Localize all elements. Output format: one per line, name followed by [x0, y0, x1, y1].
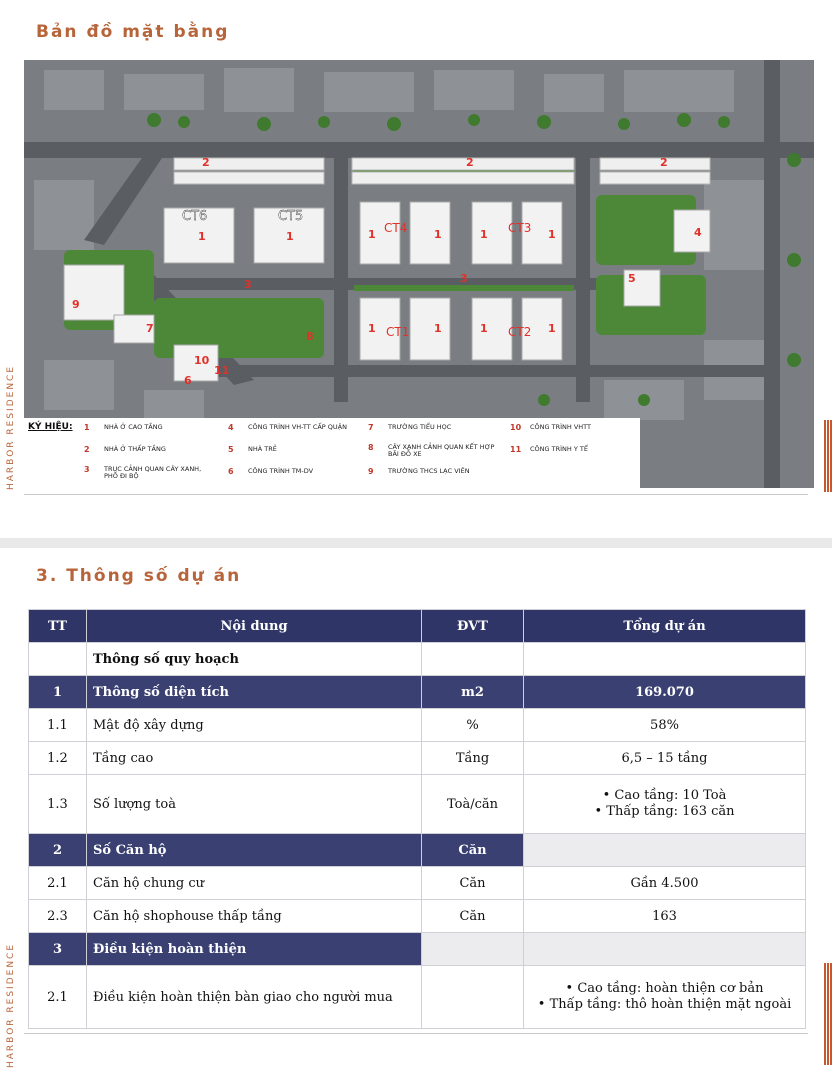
table-row: 1.3 Số lượng toà Toà/căn • Cao tầng: 10 Toà • Thấp tầng: 163 căn — [29, 775, 806, 834]
corner-accent — [824, 963, 832, 1065]
svg-text:3: 3 — [460, 272, 468, 285]
header-content: Nội dung — [87, 610, 422, 643]
building-label-ct6: CT6 — [182, 209, 208, 224]
bullet-list: • Cao tầng: hoàn thiện cơ bản • Thấp tầng: thô hoàn thiện mặt ngoài — [530, 981, 799, 1013]
table-row: 2.1 Căn hộ chung cư Căn Gần 4.500 — [29, 867, 806, 900]
svg-text:7: 7 — [146, 322, 154, 335]
page-divider — [24, 494, 808, 495]
svg-text:1: 1 — [368, 322, 376, 335]
building-label-ct5: CT5 — [278, 209, 304, 224]
svg-text:1: 1 — [198, 230, 206, 243]
map-legend: KÝ HIỆU: 1 NHÀ Ở CAO TẦNG 2 NHÀ Ở THẤP TẦNG 3 TRỤC CẢNH QUAN CÂY XANH, PHỐ ĐI BỘ 4 CÔNG TRÌNH VH-TT CẤP QUẬN 5 NHÀ TRẺ 6 CÔNG TRÌNH TM-DV 7 TRƯỜNG TIỂU HỌC 8 CÂY XANH CẢNH QUAN KẾT HỢP BÃI ĐỖ XE 9 TRƯỜNG THCS LẠC VIÊN 10 CÔNG TRÌNH VHTT 11 CÔNG TRÌNH Y TẾ — [24, 418, 640, 488]
table-row: Thông số quy hoạch — [29, 643, 806, 676]
svg-text:1: 1 — [286, 230, 294, 243]
svg-text:1: 1 — [434, 228, 442, 241]
header-tt: TT — [29, 610, 87, 643]
svg-text:2: 2 — [202, 156, 210, 169]
table-row: 2.3 Căn hộ shophouse thấp tầng Căn 163 — [29, 900, 806, 933]
svg-text:1: 1 — [480, 322, 488, 335]
building-label-ct4: CT4 — [384, 221, 408, 235]
table-group-row: 1 Thông số diện tích m2 169.070 — [29, 676, 806, 709]
svg-text:1: 1 — [480, 228, 488, 241]
svg-text:8: 8 — [306, 330, 314, 343]
svg-text:1: 1 — [368, 228, 376, 241]
building-label-ct1: CT1 — [386, 325, 410, 339]
specs-title: 3. Thông số dự án — [36, 566, 242, 586]
table-group-row: 2 Số Căn hộ Căn — [29, 834, 806, 867]
side-brand-text: HARBOR RESIDENCE — [6, 942, 16, 1068]
corner-accent — [824, 420, 832, 492]
svg-text:9: 9 — [72, 298, 80, 311]
svg-text:3: 3 — [244, 278, 252, 291]
header-unit: ĐVT — [422, 610, 524, 643]
page-divider — [24, 1033, 808, 1034]
table-header-row — [29, 610, 806, 643]
bullet-list: • Cao tầng: 10 Toà • Thấp tầng: 163 căn — [530, 788, 799, 820]
table-row: 1.1 Mật độ xây dựng % 58% — [29, 709, 806, 742]
svg-text:10: 10 — [194, 354, 210, 367]
table-row: 1.2 Tầng cao Tầng 6,5 – 15 tầng — [29, 742, 806, 775]
specs-table — [28, 609, 806, 1029]
svg-text:1: 1 — [548, 228, 556, 241]
building-label-ct3: CT3 — [508, 221, 532, 235]
svg-text:4: 4 — [694, 226, 702, 239]
header-total: Tổng dự án — [524, 610, 806, 643]
legend-title: KÝ HIỆU: — [28, 422, 73, 432]
svg-text:5: 5 — [628, 272, 636, 285]
building-label-ct2: CT2 — [508, 325, 532, 339]
svg-text:2: 2 — [660, 156, 668, 169]
svg-text:6: 6 — [184, 374, 192, 387]
table-row: 2.1 Điều kiện hoàn thiện bàn giao cho người mua • Cao tầng: hoàn thiện cơ bản • Thấp tầng: thô hoàn thiện mặt ngoài — [29, 966, 806, 1029]
table-group-row: 3 Điều kiện hoàn thiện — [29, 933, 806, 966]
svg-text:11: 11 — [214, 364, 230, 377]
side-brand-text: HARBOR RESIDENCE — [6, 364, 16, 490]
svg-text:2: 2 — [466, 156, 474, 169]
svg-text:1: 1 — [548, 322, 556, 335]
site-plan-title: Bản đồ mặt bằng — [36, 22, 230, 42]
specs-page — [0, 548, 832, 1080]
svg-text:1: 1 — [434, 322, 442, 335]
site-plan-page — [0, 0, 832, 538]
